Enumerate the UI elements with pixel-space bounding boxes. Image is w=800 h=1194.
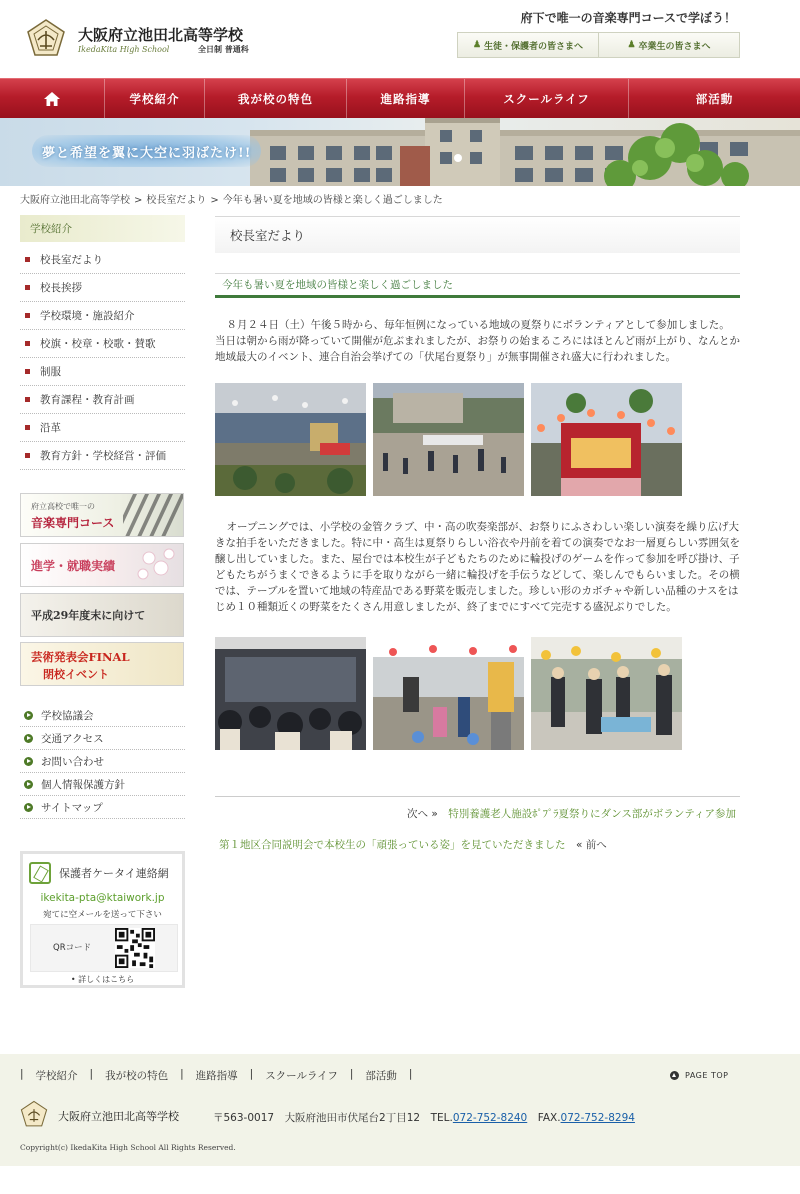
footer-nav-divider: | [249, 1068, 254, 1080]
next-post-link[interactable]: 特別養護老人施設ﾎﾟﾌﾟﾗ夏祭りにダンス部がボランティア参加 [448, 808, 736, 820]
footer-nav-divider: | [408, 1068, 413, 1080]
sidebar-item-uniform[interactable] [20, 358, 185, 386]
bullet-icon [25, 453, 30, 458]
sidebar-title[interactable]: 学校紹介 [20, 215, 185, 242]
sidebar-item-label: 制服 [40, 366, 61, 378]
school-emblem-icon[interactable] [26, 18, 66, 58]
footer-address [213, 1110, 635, 1125]
school-english-name: IkedaKita High School [78, 45, 170, 54]
post-pager [215, 796, 740, 826]
mail-note: 宛てに空メールを送って下さい [43, 910, 162, 920]
arrow-circle-icon [24, 734, 33, 743]
prev-post [219, 837, 607, 852]
page-top-link[interactable] [670, 1071, 728, 1080]
phone-link[interactable]: 072-752-8240 [452, 1112, 528, 1124]
sidebar-item-policy[interactable] [20, 442, 185, 470]
festival-photo[interactable] [215, 637, 366, 750]
next-post [407, 806, 736, 821]
music-course-label: 音楽専門コース [31, 516, 115, 530]
mail-details-link[interactable]: • 詳しくはこちら [70, 975, 135, 984]
piano-keys-image [123, 494, 183, 537]
school-name[interactable]: 大阪府立池田北高等学校 [78, 26, 244, 44]
site-header [0, 0, 800, 78]
sidebar-item-label: 教育課程・教育計画 [40, 394, 135, 406]
bullet-icon [25, 341, 30, 346]
qr-code-icon [115, 928, 155, 968]
final-event-banner[interactable] [20, 642, 184, 686]
mail-network-heading [29, 860, 169, 886]
page-top-label: PAGE TOP [685, 1071, 729, 1080]
arrow-up-icon [670, 1071, 679, 1080]
footer-nav-clubs[interactable]: 部活動 [365, 1070, 397, 1082]
street-address: 大阪府池田市伏尾台2丁目12 [284, 1112, 421, 1124]
sidebar-item-label: 教育方針・学校経営・評価 [40, 450, 166, 462]
sidebar [20, 215, 185, 470]
bullet-icon [25, 285, 30, 290]
h29-banner[interactable] [20, 593, 184, 637]
copyright: Copyright(c) IkedaKita High School All Rights Reserved. [20, 1143, 236, 1152]
breadcrumb-section[interactable]: 校長室だより [146, 195, 207, 206]
next-label: 次へ » [407, 808, 438, 820]
people-icon: ♟ [627, 40, 636, 50]
arrow-circle-icon [24, 780, 33, 789]
footer-nav-divider: | [20, 1068, 24, 1080]
students-parents-button[interactable] [458, 33, 598, 57]
sidebar-item-facilities[interactable] [20, 302, 185, 330]
mobile-phone-icon [29, 862, 51, 884]
breadcrumb [20, 191, 443, 206]
fax-label: FAX. [537, 1112, 561, 1124]
festival-photo[interactable] [215, 383, 366, 496]
hero-banner [0, 118, 800, 186]
sidebar-item-label: 校長室だより [40, 254, 103, 266]
mail-address[interactable]: ikekita-pta@ktaiwork.jp [40, 892, 165, 904]
footer-nav-school-intro[interactable]: 学校紹介 [35, 1070, 78, 1082]
qr-label: QRコード [53, 943, 92, 953]
article-paragraph-2: オープニングでは、小学校の金管クラブ、中・高の吹奏楽部が、お祭りにふさわしい楽しい演奏を繰り広げ大きな拍手をいただきました。特に中・高生は夏祭りらしい浴衣や丹前を着ての演奏でなお一層夏らしい雰囲気を醸し出していました。また、屋台では本校生が子どもたちのために輪投げのゲームを作って参加を呼び掛け、子どもたちがうまくできるように手を取りながら一緒に輪投げを手伝うなどして、楽しんでもらいました。その横では、テーブルを置いて地域の特産品である野菜を販売しました。珍しい形のカボチャや新しい品種のナスをはじめ１０種類近くの野菜をたくさん用意しましたが、終了までにすべて完売する盛況ぶりでした。 [215, 521, 740, 613]
submenu-item-sitemap[interactable] [20, 796, 185, 819]
festival-photo[interactable] [373, 383, 524, 496]
submenu-item-privacy[interactable] [20, 773, 185, 796]
mail-network-title: 保護者ケータイ連絡網 [59, 867, 169, 880]
bullet-icon [25, 397, 30, 402]
footer-nav [20, 1068, 424, 1083]
submenu-item-council[interactable] [20, 704, 185, 727]
sidebar-item-principal-news[interactable] [20, 246, 185, 274]
footer-nav-divider: | [349, 1068, 354, 1080]
bullet-icon [25, 425, 30, 430]
postal-code: 〒563-0017 [213, 1112, 275, 1124]
tel-label: TEL. [430, 1112, 453, 1124]
nav-school-intro[interactable]: 学校紹介 [105, 79, 205, 119]
photo-row-1 [215, 383, 682, 496]
home-icon [44, 92, 60, 106]
submenu-item-label: お問い合わせ [41, 755, 104, 768]
nav-clubs[interactable]: 部活動 [695, 92, 734, 106]
header-buttons [457, 32, 740, 58]
alumni-label: 卒業生の皆さまへ [638, 41, 711, 52]
sidebar-menu [20, 246, 185, 470]
section-title: 校長室だより [215, 216, 740, 253]
nav-school-life[interactable]: スクールライフ [465, 79, 629, 119]
article-paragraph-1: ８月２４日（土）午後５時から、毎年恒例になっている地域の夏祭りにボランティアとして参加しました。当日は朝から雨が降っていて開催が危ぶまれましたが、お祭りの始まるころにはほとんど雨が上がり、なんとか地域最大のイベント、連合自治会挙げての「伏尾台夏祭り」が無事開催され盛大に行われました。 [215, 319, 740, 363]
article-title: 今年も暑い夏を地域の皆様と楽しく過ごしました [215, 273, 740, 298]
sidebar-item-school-flag-song[interactable] [20, 330, 185, 358]
bullet-icon [25, 257, 30, 262]
global-nav [0, 78, 800, 118]
festival-photo[interactable] [531, 637, 682, 750]
h29-label: 平成29年度末に向けて [31, 609, 146, 622]
music-course-banner[interactable] [20, 493, 184, 537]
arrow-circle-icon [24, 757, 33, 766]
footer-nav-divider: | [89, 1068, 94, 1080]
people-icon: ♟ [472, 40, 482, 50]
festival-photo[interactable] [531, 383, 682, 496]
arrow-circle-icon [24, 711, 33, 720]
sidebar-submenu [20, 704, 185, 819]
photo-row-2 [215, 637, 682, 750]
sidebar-item-principal-greeting[interactable] [20, 274, 185, 302]
main-content [215, 216, 740, 851]
site-footer [0, 1054, 800, 1166]
prev-label: « 前へ [576, 839, 607, 851]
school-emblem-icon [20, 1100, 48, 1128]
header-tagline: 府下で唯一の音楽専門コースで学ぼう！ [520, 11, 736, 25]
footer-nav-career[interactable]: 進路指導 [195, 1070, 238, 1082]
fax-link[interactable]: 072-752-8294 [560, 1112, 635, 1124]
qr-area [30, 924, 178, 972]
career-results-label: 進学・就職実績 [31, 558, 116, 573]
footer-nav-divider: | [180, 1068, 184, 1080]
festival-photo[interactable] [373, 637, 524, 750]
nav-home[interactable] [0, 79, 105, 119]
students-parents-label: 生徒・保護者の皆さまへ [484, 41, 584, 52]
prev-post-link[interactable]: 第１地区合同説明会で本校生の「頑張っている姿」を見ていただきました [219, 839, 566, 851]
submenu-item-contact[interactable] [20, 750, 185, 773]
sidebar-item-label: 沿革 [40, 422, 61, 434]
breadcrumb-separator: > [134, 195, 143, 206]
flower-image [129, 546, 179, 586]
parent-mail-network-box[interactable] [20, 851, 185, 988]
submenu-item-label: 個人情報保護方針 [41, 778, 125, 791]
final-event-label-2: 閉校イベント [43, 668, 109, 681]
submenu-item-label: サイトマップ [41, 801, 103, 814]
nav-career[interactable]: 進路指導 [347, 79, 465, 119]
breadcrumb-current: 今年も暑い夏を地域の皆様と楽しく過ごしました [222, 195, 443, 206]
music-course-sub: 府立高校で唯一の [31, 502, 95, 511]
sidebar-item-label: 校旗・校章・校歌・賛歌 [40, 338, 156, 350]
submenu-item-label: 交通アクセス [41, 732, 104, 745]
sidebar-item-label: 校長挨拶 [40, 282, 82, 294]
final-event-label-1: 芸術発表会FINAL [31, 650, 130, 664]
career-results-banner[interactable] [20, 543, 184, 587]
submenu-item-label: 学校協議会 [41, 709, 94, 722]
sidebar-item-curriculum[interactable] [20, 386, 185, 414]
submenu-item-access[interactable] [20, 727, 185, 750]
hero-slogan: 夢と希望を翼に大空に羽ばたけ!! [32, 135, 261, 167]
sidebar-item-label: 学校環境・施設紹介 [40, 310, 135, 322]
breadcrumb-home[interactable]: 大阪府立池田北高等学校 [20, 195, 130, 206]
footer-nav-features[interactable]: 我が校の特色 [105, 1070, 169, 1082]
alumni-button[interactable] [598, 33, 739, 57]
sidebar-item-history[interactable] [20, 414, 185, 442]
bullet-icon [25, 369, 30, 374]
bullet-icon [25, 313, 30, 318]
nav-features[interactable]: 我が校の特色 [205, 79, 347, 119]
footer-nav-school-life[interactable]: スクールライフ [265, 1070, 338, 1082]
breadcrumb-separator: > [210, 195, 219, 206]
school-course: 全日制 普通科 [198, 44, 249, 54]
footer-school-name: 大阪府立池田北高等学校 [58, 1110, 179, 1123]
arrow-circle-icon [24, 803, 33, 812]
